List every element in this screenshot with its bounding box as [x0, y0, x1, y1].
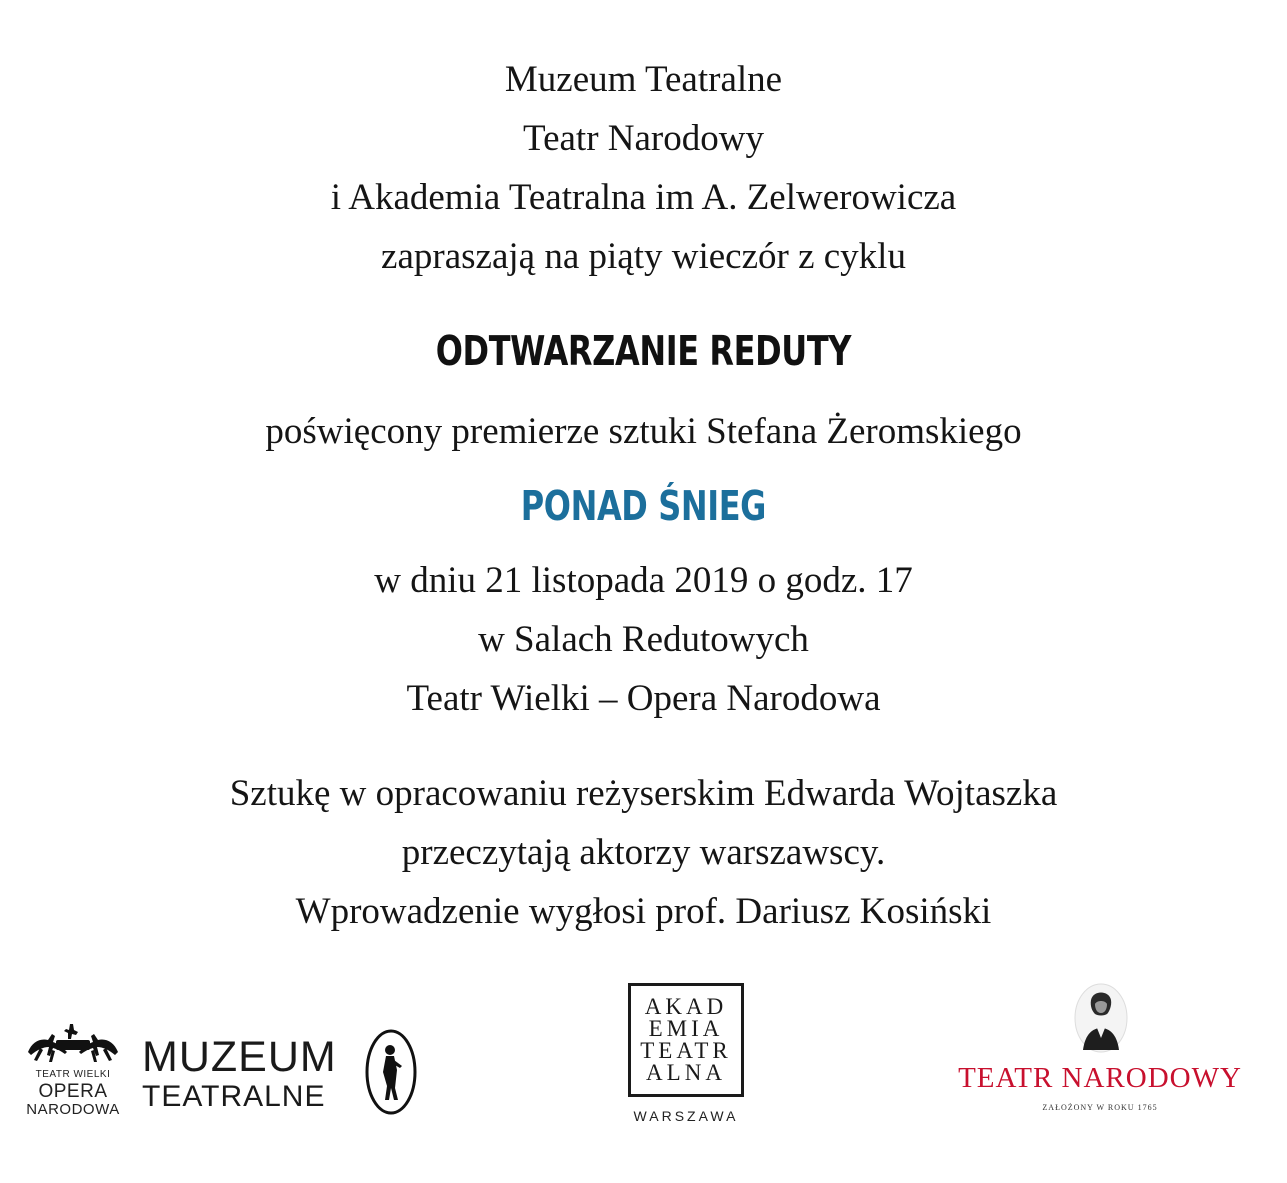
teatr-narodowy-name: TEATR NARODOWY	[958, 1062, 1242, 1094]
teatr-narodowy-tagline: ZAŁOŻONY W ROKU 1765	[1042, 1103, 1158, 1112]
intro-line-2: Teatr Narodowy	[523, 118, 764, 159]
akademia-teatralna-logo	[628, 983, 744, 1097]
opera-narodowa-logo	[22, 1022, 124, 1118]
akademia-row-4: ALNA	[646, 1060, 726, 1085]
quadriga-icon	[22, 1022, 124, 1064]
play-title: PONAD ŚNIEG	[520, 482, 767, 530]
portrait-bust-icon	[1071, 982, 1131, 1054]
series-title: ODTWARZANIE REDUTY	[435, 327, 852, 375]
opera-middle-text: OPERA	[38, 1081, 108, 1102]
intro-line-1: Muzeum Teatralne	[504, 59, 783, 100]
akademia-city: WARSZAWA	[633, 1108, 739, 1124]
details-line-2: przeczytają aktorzy warszawscy.	[401, 832, 886, 873]
muzeum-word-line2: TEATRALNE	[142, 1080, 326, 1113]
intro-line-4: zapraszają na piąty wieczór z cyklu	[381, 236, 906, 277]
event-venue-line: w Salach Redutowych	[478, 619, 809, 660]
opera-top-text: TEATR WIELKI	[35, 1069, 111, 1080]
akademia-row-1: AKAD	[644, 994, 728, 1019]
intro-line-3: i Akademia Teatralna im A. Zelwerowicza	[330, 177, 957, 218]
akademia-row-2: EMIA	[648, 1016, 724, 1041]
muzeum-word-line1: MUZEUM	[142, 1033, 337, 1081]
event-date-line: w dniu 21 listopada 2019 o godz. 17	[374, 560, 913, 601]
opera-bottom-text: NARODOWA	[26, 1101, 120, 1118]
akademia-row-3: TEATR	[640, 1038, 732, 1063]
teatr-narodowy-logo	[940, 982, 1260, 1117]
figure-oval-icon	[364, 1028, 418, 1116]
details-line-1: Sztukę w opracowaniu reżyserskim Edwarda Wojtaszka	[229, 773, 1058, 814]
dedication-line: poświęcony premierze sztuki Stefana Żeromskiego	[265, 411, 1022, 452]
details-line-3: Wprowadzenie wygłosi prof. Dariusz Kosiński	[295, 891, 992, 932]
event-institution-line: Teatr Wielki – Opera Narodowa	[406, 678, 881, 719]
muzeum-teatralne-logo	[142, 1028, 424, 1120]
